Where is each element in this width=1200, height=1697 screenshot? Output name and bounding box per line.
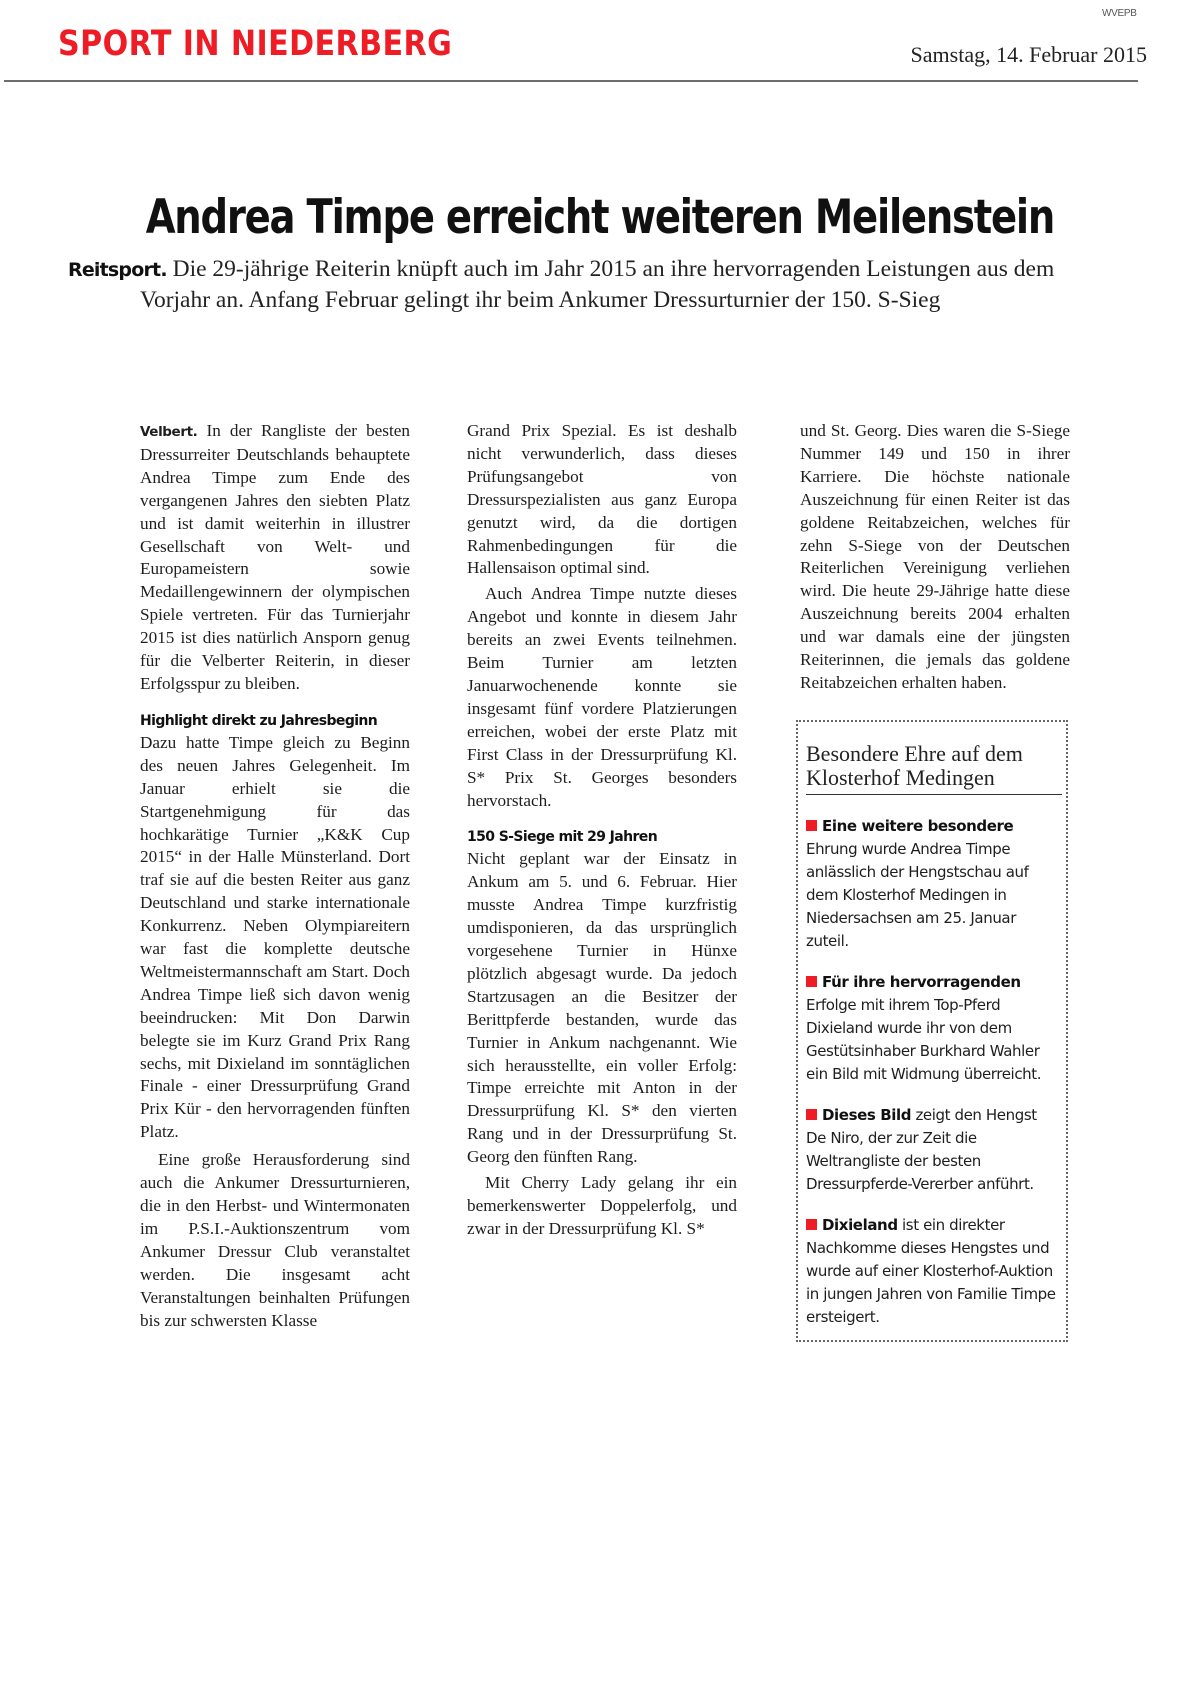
article-subhead <box>68 254 1158 315</box>
publication-date: Samstag, 14. Februar 2015 <box>910 42 1147 67</box>
article-column-1 <box>140 420 410 1332</box>
subheading-150-wins: 150 S-Siege mit 29 Jahren <box>467 829 658 846</box>
info-item-text: ist ein direkter Nachkomme dieses Hengstes und wurde auf einer Klosterhof-Auktion in jungen Jahren von Familie Timpe ersteigert. <box>806 1216 1056 1326</box>
subheading-highlight: Highlight direkt zu Jahresbeginn <box>140 712 378 729</box>
paragraph-3: Eine große Herausforderung sind auch die Ankumer Dressurturnieren, die in den Herbst- und Wintermonaten im P.S.I.-Auktionszentrum vom Ankumer Dressur Club veranstaltet werden. Die insgesamt acht Veranstaltungen beinhalten Prüfungen bis zur schwersten Klasse <box>140 1150 410 1330</box>
paragraph-5: Nicht geplant war der Einsatz in Ankum am 5. und 6. Februar. Hier musste Andrea Timpe kurzfristig umdisponieren, da das ursprünglich vorgesehene Turnier in Hünxe plötzlich abgesagt wurde. Da jedoch Startzusagen an die Besitzer der Berittpferde bestanden, wurde das Turnier in Ankum nachgenannt. Wie sich herausstellte, ein voller Erfolg: Timpe erreichte mit Anton in der Dressurprüfung Kl. S* den vierten Rang und in der Dressurprüfung St. Georg den fünften Rang. <box>467 849 737 1167</box>
paragraph-1 <box>140 420 410 696</box>
info-item-lead: Eine weitere besondere <box>822 817 1014 835</box>
page-code: WVEPB <box>1102 8 1137 19</box>
paragraph-2: Dazu hatte Timpe gleich zu Beginn des neuen Jahres Gelegenheit. Im Januar erhielt sie die Startgenehmigung für das hochkarätige Turnier „K&K Cup 2015“ in der Halle Münsterland. Dort traf sie auf die besten Reiter aus ganz Deutschland und starke internationale Konkurrenz. Neben Olympiareitern war fast die komplette deutsche Weltmeistermannschaft am Start. Doch Andrea Timpe ließ sich davon wenig beeindrucken: Mit Don Darwin belegte sie im Kurz Grand Prix Rang sechs, mit Dixieland im sonntäglichen Finale - einer Dressurprüfung Grand Prix Kür - den hervorragenden fünften Platz. <box>140 732 410 1142</box>
article-headline <box>0 190 1200 245</box>
info-box-title: Besondere Ehre auf dem Klosterhof Medingen <box>806 742 1062 795</box>
paragraph-6: Mit Cherry Lady gelang ihr ein bemerkenswerter Doppelerfolg, und zwar in der Dressurprüfung Kl. S* <box>467 1173 737 1238</box>
article-column-3 <box>800 420 1070 695</box>
subhead-kicker: Reitsport. <box>68 259 167 281</box>
paragraph-4: Auch Andrea Timpe nutzte dieses Angebot und konnte in diesem Jahr bereits an zwei Events teilnehmen. Beim Turnier am letzten Januarwochenende konnte sie insgesamt fünf vordere Platzierungen erreichen, wobei der erste Platz mit First Class in der Dressurprüfung Kl. S* Prix St. Georges besonders hervorstach. <box>467 584 737 810</box>
article-dateline: Velbert. <box>140 424 198 440</box>
paragraph-6-continued: und St. Georg. Dies waren die S-Siege Nummer 149 und 150 in ihrer Karriere. Die höchste nationale Auszeichnung für einen Reiter ist das goldene Reitabzeichen, welches für zehn S-Siege von der Deutschen Reiterlichen Vereinigung verliehen wird. Die heute 29-Jährige hatte diese Auszeichnung bereits 2004 erhalten und war damals eine der jüngsten Reiterinnen, die jemals das goldene Reitabzeichen erhalten haben. <box>800 421 1070 692</box>
article-column-2 <box>467 420 737 1241</box>
info-item <box>806 971 1061 1086</box>
info-item-text: Erfolge mit ihrem Top-Pferd Dixieland wurde ihr von dem Gestütsinhaber Burkhard Wahler ein Bild mit Widmung überreicht. <box>806 996 1042 1083</box>
red-square-bullet-icon <box>806 976 817 987</box>
red-square-bullet-icon <box>806 820 817 831</box>
info-item-lead: Dieses Bild <box>822 1106 912 1124</box>
header-divider <box>4 80 1138 82</box>
info-item-lead: Für ihre hervorragenden <box>822 973 1021 991</box>
section-title: SPORT IN NIEDERBERG <box>58 24 453 64</box>
info-item <box>806 815 1061 953</box>
info-item-lead: Dixieland <box>822 1216 898 1234</box>
subhead-line-2: Vorjahr an. Anfang Februar gelingt ihr beim Ankumer Dressurturnier der 150. S-Sieg <box>140 287 941 313</box>
info-item <box>806 1214 1061 1329</box>
red-square-bullet-icon <box>806 1109 817 1120</box>
paragraph-3-continued: Grand Prix Spezial. Es ist deshalb nicht verwunderlich, dass dieses Prüfungsangebot von Dressurspezialisten aus ganz Europa genutzt wird, da die dortigen Rahmenbedingungen für die Hallensaison optimal sind. <box>467 421 737 578</box>
subhead-line-1: Die 29-jährige Reiterin knüpft auch im Jahr 2015 an ihre hervorragenden Leistungen aus dem <box>166 256 1055 282</box>
red-square-bullet-icon <box>806 1219 817 1230</box>
paragraph-1-text: In der Rangliste der besten Dressurreiter Deutschlands behauptete Andrea Timpe zum Ende des vergangenen Jahres den siebten Platz und ist damit weiterhin in illustrer Gesellschaft von Welt- und Europameistern sowie Medaillengewinnern der olympischen Spiele vertreten. Für das Turnierjahr 2015 ist dies natürlich Ansporn genug für die Velberter Reiterin, in dieser Erfolgsspur zu bleiben. <box>140 421 410 693</box>
info-item-text: Ehrung wurde Andrea Timpe anlässlich der Hengstschau auf dem Klosterhof Medingen in Niedersachsen am 25. Januar zuteil. <box>806 840 1029 950</box>
info-box <box>796 720 1068 1342</box>
info-item-text: zeigt den Hengst De Niro, der zur Zeit die Weltrangliste der besten Dressurpferde-Vererber anführt. <box>806 1106 1037 1193</box>
info-item <box>806 1104 1061 1196</box>
article-headline-text: Andrea Timpe erreicht weiteren Meilenstein <box>145 190 1055 245</box>
